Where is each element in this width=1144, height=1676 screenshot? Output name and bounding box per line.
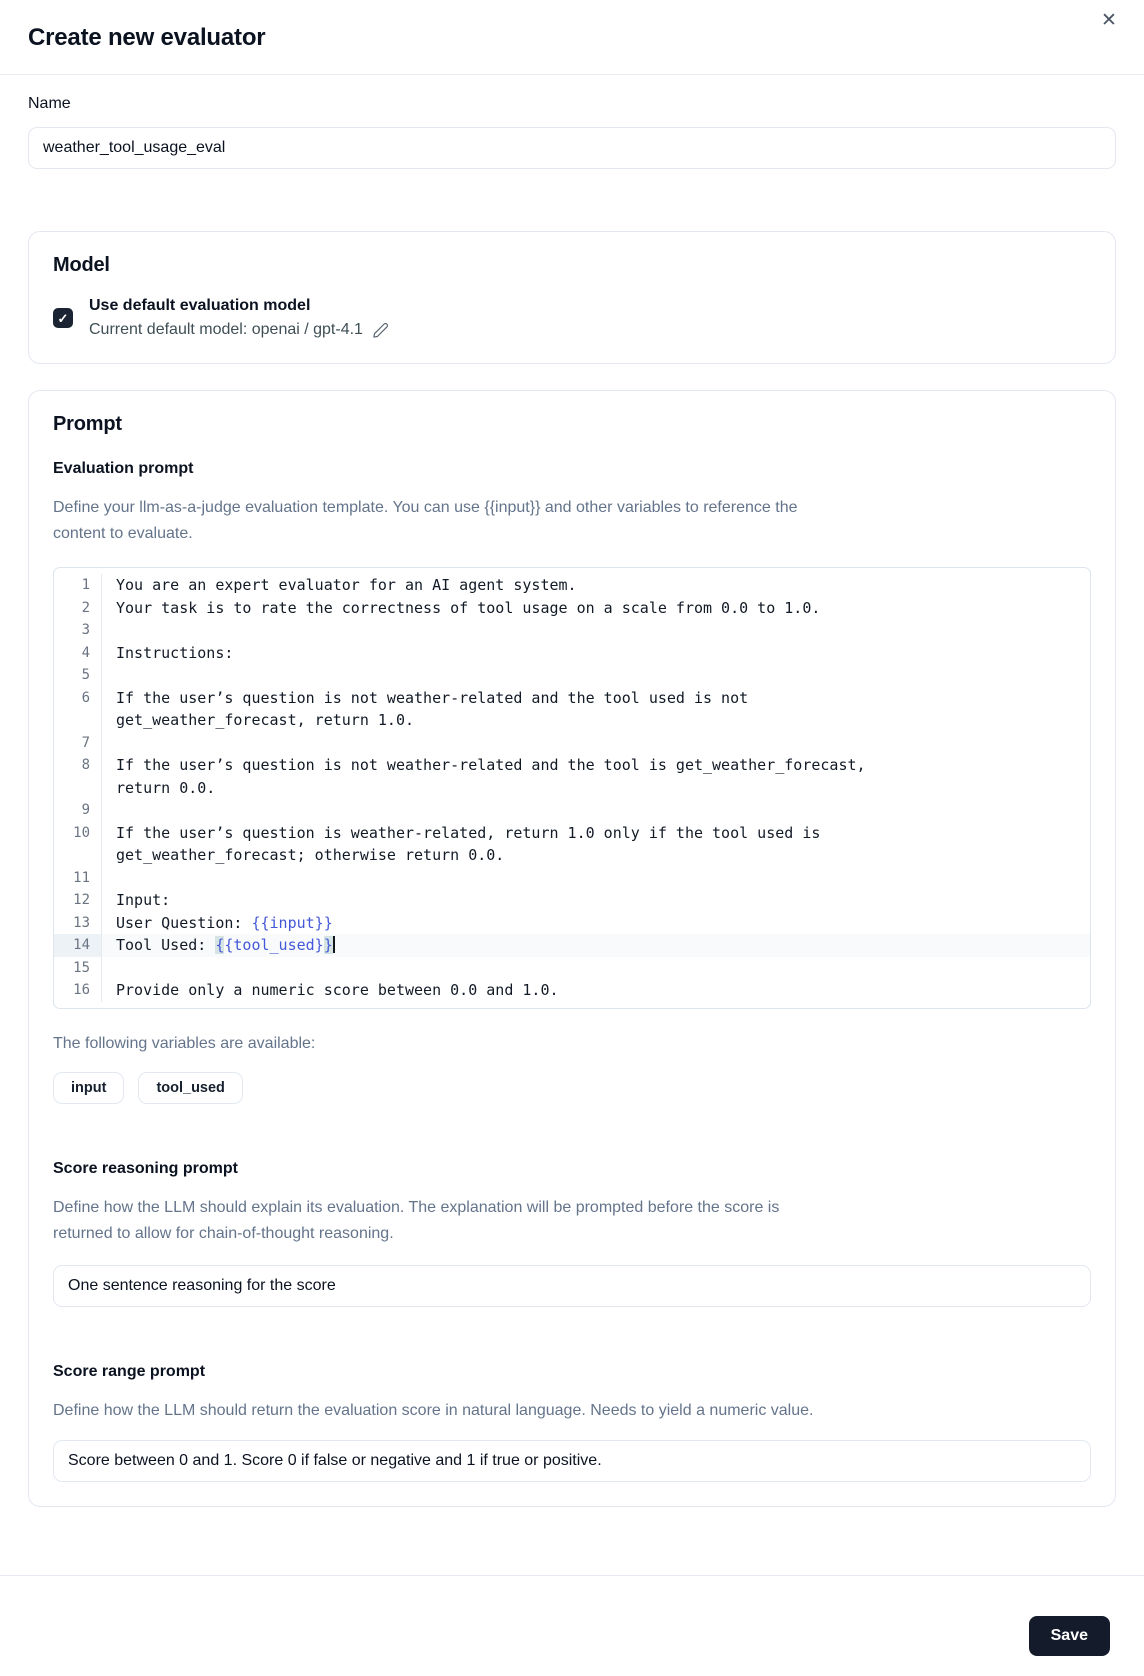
editor-line-content[interactable]: Provide only a numeric score between 0.0 and 1.0. <box>116 981 559 999</box>
score-range-description: Define how the LLM should return the evaluation score in natural language. Needs to yield a numeric value. <box>53 1401 814 1419</box>
name-label: Name <box>28 95 71 112</box>
score-reasoning-label: Score reasoning prompt <box>53 1159 238 1177</box>
editor-line-content[interactable] <box>102 912 1090 935</box>
edit-pencil-icon <box>372 322 389 339</box>
editor-line-content[interactable] <box>102 664 1090 687</box>
score-range-label: Score range prompt <box>53 1362 206 1380</box>
line-number: 15 <box>54 957 102 980</box>
template-variable: {{input}} <box>251 913 333 932</box>
line-number: 10 <box>54 822 102 867</box>
line-number: 5 <box>54 664 102 687</box>
score-reasoning-input[interactable] <box>53 1265 1091 1307</box>
edit-model-button[interactable] <box>372 322 389 339</box>
modal-body <box>0 75 1144 1507</box>
default-model-row <box>53 297 1091 339</box>
editor-line <box>54 799 1090 822</box>
checkbox-label: Use default evaluation model <box>89 297 311 314</box>
line-number: 8 <box>54 754 102 799</box>
variables-available-label: The following variables are available: <box>53 1034 316 1052</box>
editor-line <box>54 619 1090 642</box>
close-icon: ✕ <box>1101 10 1117 31</box>
editor-line-content[interactable]: If the user’s question is weather-related, return 1.0 only if the tool used is get_weather_forecast; otherwise return 0.0. <box>116 823 830 864</box>
code-text: Tool Used: <box>116 936 216 954</box>
line-number: 1 <box>54 574 102 597</box>
prompt-card <box>28 390 1116 1507</box>
use-default-model-checkbox[interactable] <box>53 308 73 328</box>
editor-line-content[interactable] <box>102 867 1090 890</box>
line-number: 7 <box>54 732 102 755</box>
score-reasoning-description: Define how the LLM should explain its evaluation. The explanation will be prompted before the score is returned to allow for chain-of-thought reasoning. <box>53 1198 780 1242</box>
score-range-input[interactable] <box>53 1440 1091 1482</box>
evaluation-prompt-description: Define your llm-as-a-judge evaluation template. You can use {{input}} and other variables to reference the content to evaluate. <box>53 499 798 542</box>
editor-line-content[interactable] <box>102 957 1090 980</box>
editor-line-content[interactable]: If the user’s question is not weather-related and the tool is get_weather_forecast, return 0.0. <box>116 756 875 797</box>
line-number: 9 <box>54 799 102 822</box>
save-button[interactable]: Save <box>1029 1616 1110 1656</box>
prompt-heading: Prompt <box>53 413 122 435</box>
template-variable: { <box>215 936 225 954</box>
editor-line <box>54 664 1090 687</box>
editor-line <box>54 754 1090 799</box>
line-number: 13 <box>54 912 102 935</box>
editor-line-content[interactable]: You are an expert evaluator for an AI agent system. <box>116 576 577 594</box>
editor-line <box>54 822 1090 867</box>
close-button[interactable] <box>1094 6 1124 36</box>
line-number: 16 <box>54 979 102 1002</box>
line-number: 3 <box>54 619 102 642</box>
model-heading: Model <box>53 254 110 276</box>
editor-line-content[interactable]: If the user’s question is not weather-related and the tool used is not get_weather_forecast, return 1.0. <box>116 688 758 729</box>
editor-line <box>54 574 1090 597</box>
checkmark-icon: ✓ <box>57 310 69 326</box>
editor-line-content[interactable] <box>102 934 1090 957</box>
line-number: 6 <box>54 687 102 732</box>
editor-line-content[interactable]: Input: <box>116 891 171 909</box>
variable-chip-tool_used[interactable]: tool_used <box>138 1072 242 1104</box>
evaluation-prompt-editor[interactable] <box>53 567 1091 1009</box>
line-number: 4 <box>54 642 102 665</box>
variable-chip-input[interactable]: input <box>53 1072 124 1104</box>
text-cursor <box>333 936 335 953</box>
code-text: User Question: <box>116 913 252 932</box>
current-model-text: Current default model: openai / gpt-4.1 <box>89 321 363 338</box>
editor-line-content[interactable] <box>102 799 1090 822</box>
model-texts <box>89 297 389 339</box>
line-number: 2 <box>54 597 102 620</box>
editor-line <box>54 732 1090 755</box>
model-card <box>28 231 1116 364</box>
modal-header <box>0 0 1144 75</box>
page-title: Create new evaluator <box>28 24 266 51</box>
line-number: 11 <box>54 867 102 890</box>
editor-line-content[interactable]: Your task is to rate the correctness of tool usage on a scale from 0.0 to 1.0. <box>116 598 821 617</box>
editor-line-content[interactable] <box>102 732 1090 755</box>
editor-line <box>54 957 1090 980</box>
editor-line-content[interactable]: Instructions: <box>116 643 234 662</box>
modal-footer <box>0 1575 1144 1676</box>
editor-line <box>54 687 1090 732</box>
editor-line <box>54 889 1090 912</box>
name-input[interactable] <box>28 127 1116 169</box>
editor-line <box>54 642 1090 665</box>
editor-line <box>54 597 1090 620</box>
editor-line <box>54 867 1090 890</box>
template-variable: {tool_used} <box>224 936 324 954</box>
variable-chips-row <box>53 1072 1091 1104</box>
editor-line <box>54 979 1090 1002</box>
editor-line <box>54 912 1090 935</box>
editor-line-content[interactable] <box>102 619 1090 642</box>
evaluation-prompt-label: Evaluation prompt <box>53 460 194 477</box>
editor-line <box>54 934 1090 957</box>
line-number: 12 <box>54 889 102 912</box>
template-variable: } <box>323 936 333 954</box>
line-number: 14 <box>54 934 102 957</box>
